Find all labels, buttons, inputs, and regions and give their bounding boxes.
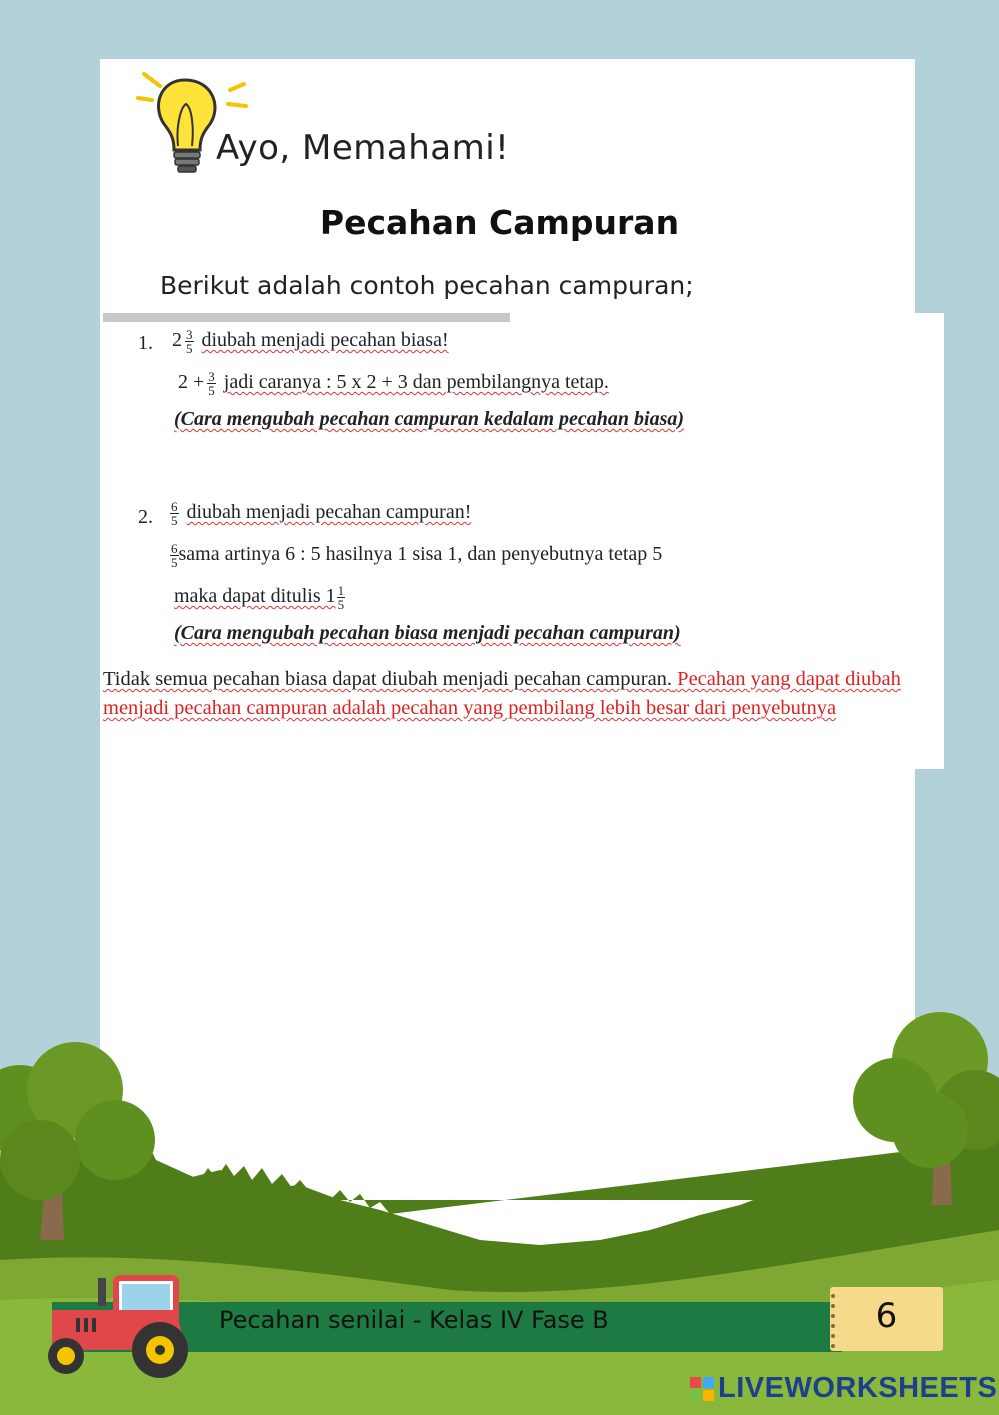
section-heading: Ayo, Memahami! (216, 128, 510, 168)
example-1-sum: 2 + (178, 371, 205, 394)
example-1-instruction: diubah menjadi pecahan biasa! (201, 329, 449, 352)
liveworksheets-icon (690, 1377, 714, 1401)
example-2-note: (Cara mengubah pecahan biasa menjadi pecahan campuran) (174, 622, 681, 644)
example-2-number: 2. (138, 506, 153, 528)
page-number: 6 (875, 1296, 898, 1336)
fraction: $\frac{1}{5}$ (337, 583, 345, 612)
example-1-note: (Cara mengubah pecahan campuran kedalam pecahan biasa) (174, 408, 685, 430)
fraction: $\frac{6}{5}$ (171, 499, 178, 528)
example-1-number: 1. (138, 332, 153, 354)
intro-text: Berikut adalah contoh pecahan campuran; (160, 271, 694, 300)
closing-highlight: Pecahan yang dapat diubah menjadi pecahan campuran adalah pecahan yang pembilang lebih besar dari penyebutnya (103, 668, 901, 719)
example-1-explanation: jadi caranya : 5 x 2 + 3 dan pembilangnya tetap. (223, 371, 609, 394)
example-2-explanation: sama artinya 6 : 5 hasilnya 1 sisa 1, dan penyebutnya tetap 5 (178, 543, 663, 566)
footer-label: Pecahan senilai - Kelas IV Fase B (219, 1306, 609, 1334)
fraction: $\frac{3}{5}$ (186, 327, 193, 356)
example-2-result: maka dapat ditulis 1 (174, 585, 336, 608)
fraction: $\frac{6}{5}$ (171, 541, 178, 570)
fraction: $\frac{3}{5}$ (208, 369, 215, 398)
liveworksheets-logo[interactable] (690, 1372, 997, 1405)
closing-text: Tidak semua pecahan biasa dapat diubah menjadi pecahan campuran. (103, 668, 673, 690)
brand-name: LIVEWORKSHEETS (718, 1372, 998, 1404)
page-title: Pecahan Campuran (319, 203, 680, 242)
mixed-whole: 2 (172, 329, 182, 352)
example-2-instruction: diubah menjadi pecahan campuran! (186, 501, 472, 524)
